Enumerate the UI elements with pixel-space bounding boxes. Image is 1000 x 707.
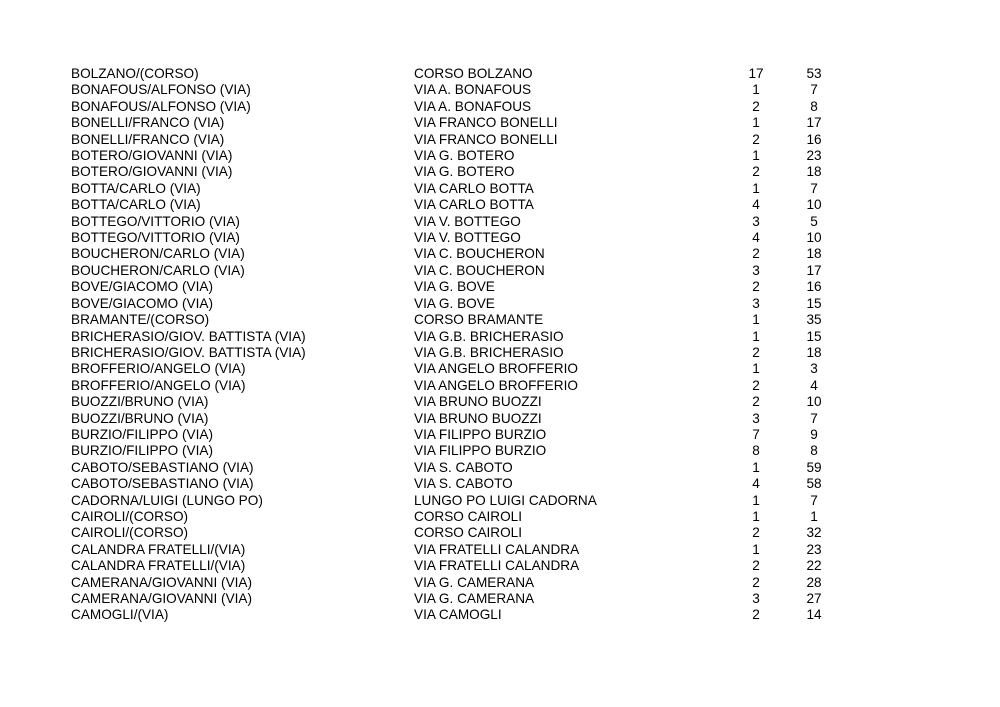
street-common-name-cell: VIA CARLO BOTTA (414, 180, 534, 196)
second-number-cell: 15 (806, 328, 822, 344)
street-official-name-cell: CAMERANA/GIOVANNI (VIA) (71, 591, 253, 606)
first-number-cell: 2 (752, 558, 760, 574)
street-common-name-cell: VIA ANGELO BROFFERIO (414, 361, 578, 377)
second-number-cell: 8 (810, 443, 818, 459)
table-row (71, 476, 843, 492)
first-number-cell: 2 (752, 607, 760, 623)
second-number-cell: 15 (806, 295, 822, 311)
street-official-name-cell: BONELLI/FRANCO (VIA) (71, 115, 225, 131)
table-row (71, 525, 843, 541)
second-number-cell: 3 (810, 361, 818, 377)
street-common-name-cell: VIA G.B. BRICHERASIO (414, 328, 564, 344)
second-number-cell: 10 (806, 394, 822, 410)
first-number-cell: 2 (752, 98, 760, 114)
first-number-cell: 2 (752, 525, 760, 541)
table-row (71, 197, 843, 213)
first-number-cell: 8 (752, 443, 760, 459)
street-official-name-cell: BOUCHERON/CARLO (VIA) (71, 246, 245, 262)
table-row (71, 99, 843, 115)
street-common-name-cell: VIA BRUNO BUOZZI (414, 394, 542, 410)
first-number-cell: 2 (752, 279, 760, 295)
first-number-cell: 1 (752, 180, 760, 196)
street-common-name-cell: VIA FILIPPO BURZIO (414, 443, 547, 459)
street-official-name-cell: BOTTEGO/VITTORIO (VIA) (71, 213, 240, 229)
street-official-name-cell: BOUCHERON/CARLO (VIA) (71, 262, 245, 278)
first-number-cell: 7 (752, 426, 760, 442)
table-row (71, 66, 843, 82)
street-official-name-cell: BUOZZI/BRUNO (VIA) (71, 394, 209, 410)
table-row (71, 132, 843, 148)
street-official-name-cell: BONAFOUS/ALFONSO (VIA) (71, 98, 251, 114)
street-official-name-cell: CALANDRA FRATELLI/(VIA) (71, 558, 246, 574)
second-number-cell: 28 (806, 574, 822, 590)
street-common-name-cell: VIA G. BOTERO (414, 164, 515, 180)
table-row (71, 312, 843, 328)
street-official-name-cell: BROFFERIO/ANGELO (VIA) (71, 361, 246, 377)
street-official-name-cell: BOLZANO/(CORSO) (71, 66, 199, 81)
first-number-cell: 1 (752, 82, 760, 98)
street-official-name-cell: CAMOGLI/(VIA) (71, 607, 169, 623)
street-common-name-cell: VIA FRATELLI CALANDRA (414, 558, 580, 574)
table-row (71, 82, 843, 98)
table-row (71, 296, 843, 312)
second-number-cell: 10 (806, 230, 822, 246)
first-number-cell: 2 (752, 377, 760, 393)
second-number-cell: 16 (806, 131, 822, 147)
table-row (71, 115, 843, 131)
street-official-name-cell: BROFFERIO/ANGELO (VIA) (71, 377, 246, 393)
street-common-name-cell: VIA G. BOVE (414, 279, 495, 295)
first-number-cell: 4 (752, 230, 760, 246)
table-row (71, 279, 843, 295)
second-number-cell: 18 (806, 344, 822, 360)
table-row (71, 263, 843, 279)
street-official-name-cell: BURZIO/FILIPPO (VIA) (71, 443, 213, 459)
second-number-cell: 7 (810, 492, 818, 508)
street-common-name-cell: VIA G. BOTERO (414, 148, 515, 164)
first-number-cell: 2 (752, 246, 760, 262)
first-number-cell: 1 (752, 541, 760, 557)
table-row (71, 411, 843, 427)
second-number-cell: 35 (806, 312, 822, 328)
table-row (71, 575, 843, 591)
street-official-name-cell: BRICHERASIO/GIOV. BATTISTA (VIA) (71, 328, 306, 344)
table-row (71, 591, 843, 607)
second-number-cell: 58 (806, 476, 822, 492)
street-official-name-cell: BRAMANTE/(CORSO) (71, 312, 210, 328)
second-number-cell: 17 (806, 262, 822, 278)
street-common-name-cell: VIA C. BOUCHERON (414, 262, 545, 278)
first-number-cell: 2 (752, 394, 760, 410)
table-row (71, 394, 843, 410)
first-number-cell: 3 (752, 591, 760, 606)
street-common-name-cell: CORSO BRAMANTE (414, 312, 544, 328)
table-row (71, 214, 843, 230)
second-number-cell: 1 (810, 508, 818, 524)
street-official-name-cell: BUOZZI/BRUNO (VIA) (71, 410, 209, 426)
first-number-cell: 1 (752, 492, 760, 508)
street-official-name-cell: BOTERO/GIOVANNI (VIA) (71, 148, 233, 164)
street-official-name-cell: CALANDRA FRATELLI/(VIA) (71, 541, 246, 557)
second-number-cell: 59 (806, 459, 822, 475)
street-official-name-cell: CAMERANA/GIOVANNI (VIA) (71, 574, 253, 590)
first-number-cell: 1 (752, 508, 760, 524)
street-official-name-cell: BOTTA/CARLO (VIA) (71, 180, 201, 196)
street-common-name-cell: VIA G. CAMERANA (414, 591, 535, 606)
table-row (71, 443, 843, 459)
table-row (71, 329, 843, 345)
table-row (71, 542, 843, 558)
first-number-cell: 2 (752, 164, 760, 180)
first-number-cell: 4 (752, 476, 760, 492)
street-official-name-cell: BONELLI/FRANCO (VIA) (71, 131, 225, 147)
street-common-name-cell: VIA FRATELLI CALANDRA (414, 541, 580, 557)
street-official-name-cell: BOTTA/CARLO (VIA) (71, 197, 201, 213)
street-common-name-cell: VIA CARLO BOTTA (414, 197, 534, 213)
table-row (71, 509, 843, 525)
street-list-table (71, 66, 843, 624)
table-row (71, 246, 843, 262)
street-official-name-cell: CADORNA/LUIGI (LUNGO PO) (71, 492, 263, 508)
street-common-name-cell: VIA G.B. BRICHERASIO (414, 344, 564, 360)
first-number-cell: 3 (752, 213, 760, 229)
table-row (71, 493, 843, 509)
street-official-name-cell: CABOTO/SEBASTIANO (VIA) (71, 476, 254, 492)
table-row (71, 148, 843, 164)
street-common-name-cell: VIA A. BONAFOUS (414, 82, 532, 98)
street-official-name-cell: BONAFOUS/ALFONSO (VIA) (71, 82, 251, 98)
second-number-cell: 22 (806, 558, 822, 574)
street-official-name-cell: BOTTEGO/VITTORIO (VIA) (71, 230, 240, 246)
street-common-name-cell: VIA G. BOVE (414, 295, 495, 311)
second-number-cell: 5 (810, 213, 818, 229)
first-number-cell: 2 (752, 131, 760, 147)
street-common-name-cell: VIA FRANCO BONELLI (414, 131, 558, 147)
table-row (71, 164, 843, 180)
street-common-name-cell: VIA S. CABOTO (414, 476, 513, 492)
second-number-cell: 23 (806, 148, 822, 164)
second-number-cell: 18 (806, 164, 822, 180)
street-official-name-cell: BOVE/GIACOMO (VIA) (71, 295, 213, 311)
street-common-name-cell: VIA FRANCO BONELLI (414, 115, 558, 131)
second-number-cell: 17 (806, 115, 822, 131)
street-common-name-cell: VIA FILIPPO BURZIO (414, 426, 547, 442)
street-common-name-cell: CORSO CAIROLI (414, 508, 523, 524)
street-official-name-cell: CAIROLI/(CORSO) (71, 525, 189, 541)
street-official-name-cell: CABOTO/SEBASTIANO (VIA) (71, 459, 254, 475)
street-common-name-cell: VIA C. BOUCHERON (414, 246, 545, 262)
table-row (71, 361, 843, 377)
second-number-cell: 7 (810, 180, 818, 196)
table-row (71, 607, 843, 623)
street-official-name-cell: BURZIO/FILIPPO (VIA) (71, 426, 213, 442)
table-row (71, 345, 843, 361)
first-number-cell: 1 (752, 312, 760, 328)
second-number-cell: 53 (806, 66, 822, 81)
table-row (71, 181, 843, 197)
street-common-name-cell: CORSO CAIROLI (414, 525, 523, 541)
street-common-name-cell: CORSO BOLZANO (414, 66, 533, 81)
street-common-name-cell: VIA V. BOTTEGO (414, 213, 521, 229)
street-common-name-cell: VIA S. CABOTO (414, 459, 513, 475)
second-number-cell: 27 (806, 591, 822, 606)
first-number-cell: 17 (748, 66, 764, 81)
street-common-name-cell: VIA ANGELO BROFFERIO (414, 377, 578, 393)
street-list-body (71, 66, 843, 624)
table-row (71, 558, 843, 574)
second-number-cell: 9 (810, 426, 818, 442)
second-number-cell: 4 (810, 377, 818, 393)
first-number-cell: 3 (752, 262, 760, 278)
street-official-name-cell: CAIROLI/(CORSO) (71, 508, 189, 524)
second-number-cell: 14 (806, 607, 822, 623)
table-row (71, 230, 843, 246)
second-number-cell: 7 (810, 410, 818, 426)
first-number-cell: 4 (752, 197, 760, 213)
second-number-cell: 23 (806, 541, 822, 557)
table-row (71, 378, 843, 394)
street-official-name-cell: BRICHERASIO/GIOV. BATTISTA (VIA) (71, 344, 306, 360)
street-common-name-cell: VIA BRUNO BUOZZI (414, 410, 542, 426)
first-number-cell: 2 (752, 344, 760, 360)
first-number-cell: 3 (752, 410, 760, 426)
street-common-name-cell: LUNGO PO LUIGI CADORNA (414, 492, 597, 508)
street-common-name-cell: VIA CAMOGLI (414, 607, 502, 623)
street-official-name-cell: BOVE/GIACOMO (VIA) (71, 279, 213, 295)
first-number-cell: 1 (752, 361, 760, 377)
first-number-cell: 1 (752, 148, 760, 164)
table-row (71, 427, 843, 443)
second-number-cell: 8 (810, 98, 818, 114)
second-number-cell: 10 (806, 197, 822, 213)
second-number-cell: 18 (806, 246, 822, 262)
first-number-cell: 1 (752, 328, 760, 344)
first-number-cell: 1 (752, 115, 760, 131)
first-number-cell: 2 (752, 574, 760, 590)
first-number-cell: 1 (752, 459, 760, 475)
second-number-cell: 16 (806, 279, 822, 295)
second-number-cell: 32 (806, 525, 822, 541)
street-common-name-cell: VIA G. CAMERANA (414, 574, 535, 590)
street-official-name-cell: BOTERO/GIOVANNI (VIA) (71, 164, 233, 180)
street-common-name-cell: VIA V. BOTTEGO (414, 230, 521, 246)
table-row (71, 460, 843, 476)
street-common-name-cell: VIA A. BONAFOUS (414, 98, 532, 114)
first-number-cell: 3 (752, 295, 760, 311)
second-number-cell: 7 (810, 82, 818, 98)
